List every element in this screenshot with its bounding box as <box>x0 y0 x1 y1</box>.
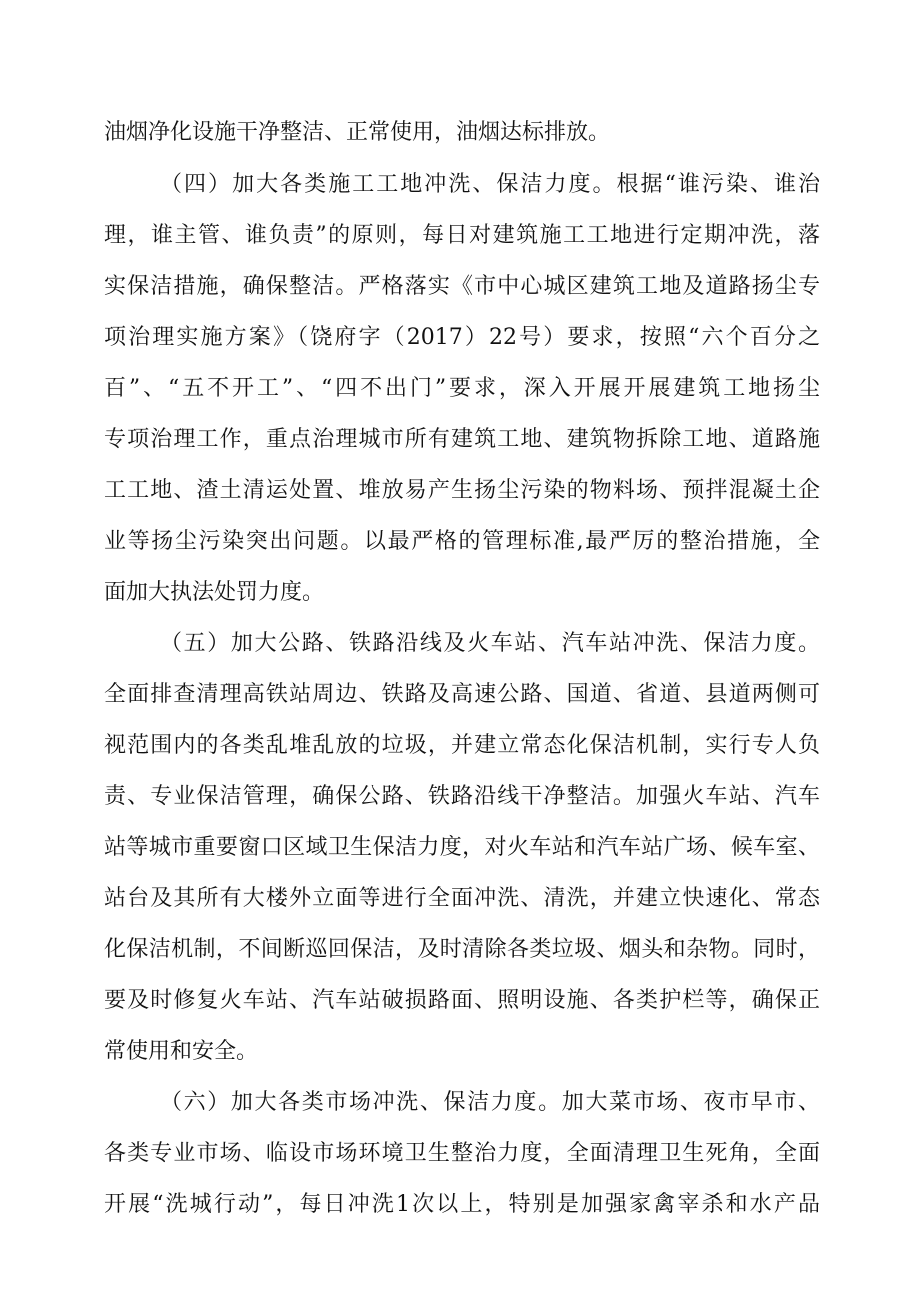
text-line: 化保洁机制，不间断巡回保洁，及时清除各类垃圾、烟头和杂物。同时， <box>104 937 820 962</box>
text-line: 站台及其所有大楼外立面等进行全面冲洗、清洗，并建立快速化、常态 <box>104 886 820 911</box>
text-line: 专项治理工作，重点治理城市所有建筑工地、建筑物拆除工地、道路施 <box>104 427 820 452</box>
text-line: 常使用和安全。 <box>104 1039 259 1064</box>
text-line: 项治理实施方案》（饶府字（2017）22号）要求，按照“六个百分之 <box>104 325 820 350</box>
paragraph-heading-4: （四）加大各类施工工地冲洗、保洁力度。根据“谁污染、谁治 <box>160 172 820 197</box>
text-line: 实保洁措施，确保整洁。严格落实《市中心城区建筑工地及道路扬尘专 <box>104 274 820 299</box>
text-line: 工工地、渣土清运处置、堆放易产生扬尘污染的物料场、预拌混凝土企 <box>104 478 820 503</box>
text-line: 面加大执法处罚力度。 <box>104 580 325 605</box>
text-line: 全面排查清理高铁站周边、铁路及高速公路、国道、省道、县道两侧可 <box>104 682 820 707</box>
text-line: 开展“洗城行动”，每日冲洗1次以上，特别是加强家禽宰杀和水产品 <box>104 1192 820 1217</box>
text-line: 站等城市重要窗口区域卫生保洁力度，对火车站和汽车站广场、候车室、 <box>104 835 820 860</box>
text-line: 各类专业市场、临设市场环境卫生整治力度，全面清理卫生死角，全面 <box>104 1141 820 1166</box>
text-line: 要及时修复火车站、汽车站破损路面、照明设施、各类护栏等，确保正 <box>104 988 820 1013</box>
text-line: 视范围内的各类乱堆乱放的垃圾，并建立常态化保洁机制，实行专人负 <box>104 733 820 758</box>
paragraph-heading-5: （五）加大公路、铁路沿线及火车站、汽车站冲洗、保洁力度。 <box>160 631 820 656</box>
text-line: 油烟净化设施干净整洁、正常使用，油烟达标排放。 <box>104 120 611 145</box>
text-line: 业等扬尘污染突出问题。以最严格的管理标准,最严厉的整治措施，全 <box>104 529 820 554</box>
text-line: 理，谁主管、谁负责”的原则，每日对建筑施工工地进行定期冲洗，落 <box>104 223 820 248</box>
text-line: 责、专业保洁管理，确保公路、铁路沿线干净整洁。加强火车站、汽车 <box>104 784 820 809</box>
text-line: 百”、“五不开工”、“四不出门”要求，深入开展开展建筑工地扬尘 <box>104 376 820 401</box>
paragraph-heading-6: （六）加大各类市场冲洗、保洁力度。加大菜市场、夜市早市、 <box>160 1090 820 1115</box>
